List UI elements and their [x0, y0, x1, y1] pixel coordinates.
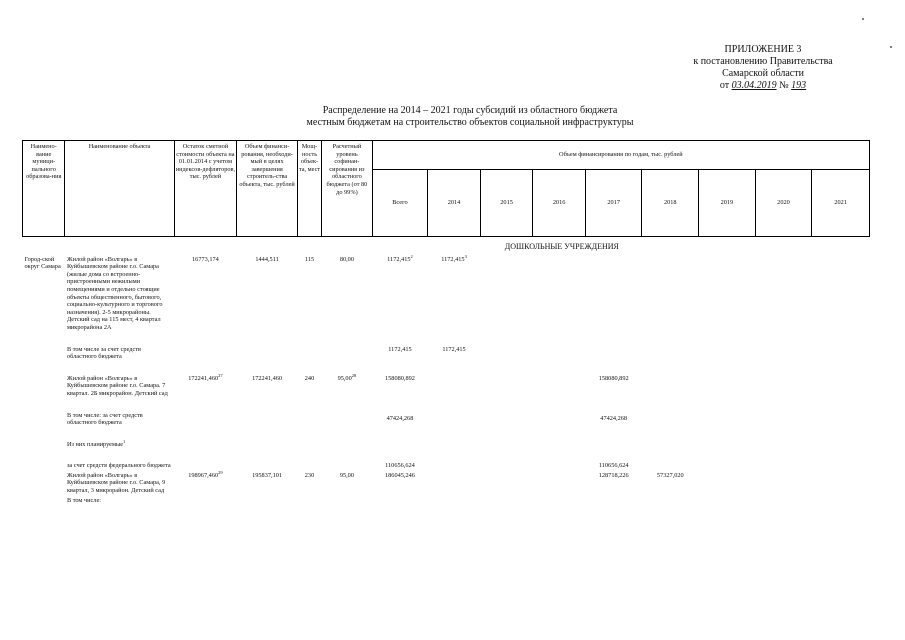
header-year-2018: 2018 — [642, 170, 699, 237]
table-row — [23, 345, 870, 362]
table-row — [23, 461, 870, 471]
volume-cell: 1444,511 — [255, 255, 279, 263]
footnote-mark: 3 — [464, 253, 467, 259]
y2014-cell: 1172,415 — [442, 345, 466, 353]
total-cell: 158080,892 — [385, 374, 415, 382]
appendix-subtitle: к постановлению Правительства — [693, 56, 833, 67]
header-year-2015: 2015 — [480, 170, 533, 237]
header-total: Всего — [372, 170, 428, 237]
municipality-cell: Город-ской округ Самара — [24, 255, 61, 271]
header-year-2021: 2021 — [812, 170, 870, 237]
table-header-row — [23, 141, 870, 170]
y2017-cell: 47424,268 — [600, 415, 628, 423]
decree-number: 193 — [791, 80, 807, 91]
header-municipality: Наимено-вание муници-пального образова-ния — [23, 141, 65, 237]
scan-speck — [890, 46, 892, 48]
total-cell: 186045,246 — [385, 471, 415, 479]
table-row — [23, 255, 870, 333]
subsidy-table — [22, 140, 870, 505]
capacity-cell: 230 — [304, 471, 315, 479]
header-financing-volume: Объем финанси-рования, необходи-мый в целях завершения строитель-ства объекта, тыс. рублей — [237, 141, 298, 237]
cofin-cell: 95,00$^{28}$ — [337, 372, 357, 382]
header-year-2017: 2017 — [585, 170, 642, 237]
footnote-mark: 27 — [218, 372, 223, 378]
appendix-header — [663, 44, 863, 92]
object-cell: Из них планируемые$^1$ — [66, 438, 126, 448]
table-row — [23, 374, 870, 399]
y2017-cell: 128718,226 — [598, 471, 629, 479]
footnote-mark: 29 — [218, 469, 223, 475]
date-prefix: от — [719, 80, 730, 91]
remaining-cell: 198967,460$^{29}$ — [188, 469, 223, 479]
appendix-date-line — [663, 80, 863, 92]
decree-date: 03.04.2019 — [731, 80, 777, 91]
appendix-region: Самарской области — [722, 68, 804, 79]
y2017-cell: 158080,892 — [598, 374, 629, 382]
y2017-cell — [585, 255, 642, 333]
header-year-2020: 2020 — [755, 170, 812, 237]
scan-speck — [862, 18, 864, 20]
capacity-cell: 115 — [304, 255, 315, 263]
section-title: ДОШКОЛЬНЫЕ УЧРЕЖДЕНИЯ — [504, 242, 619, 251]
object-cell: В том числе за счет средств областного бюджета — [66, 345, 142, 361]
object-cell: Жилой район «Волгарь» в Куйбышевском районе г.о. Самара. 7 квартал. 2Б микрорайон. Детский сад — [66, 374, 168, 397]
total-cell: 1172,415 — [388, 345, 412, 353]
remaining-cell: 172241,460$^{27}$ — [188, 372, 223, 382]
total-cell: 1172,415$^2$ — [387, 253, 413, 263]
header-year-2016: 2016 — [533, 170, 586, 237]
total-cell: 110656,624 — [385, 462, 415, 470]
header-cofinancing: Расчетный уровень софинан-сирования из областного бюджета (от 80 до 99%) — [322, 141, 373, 237]
section-row — [23, 237, 870, 255]
header-object: Наименование объекта — [65, 141, 174, 237]
number-prefix: № — [779, 80, 789, 91]
appendix-title: ПРИЛОЖЕНИЕ 3 — [724, 44, 802, 55]
footnote-mark: 28 — [351, 372, 357, 378]
object-cell: Жилой район «Волгарь» в Куйбышевском районе г.о. Самара (жилые дома со встроенно-пристроенными нежилыми помещениями и отдельно стоящие объекты общественного, бытового, социально-культурного и торгового назначения). 2-5 микрорайоны. Детский сад на 115 мест, 4 квартал микрорайона 2А — [66, 255, 163, 331]
y2014-cell: 1172,415$^3$ — [441, 253, 467, 263]
header-year-2019: 2019 — [699, 170, 756, 237]
table-row — [23, 496, 870, 506]
volume-cell: 172241,460 — [252, 374, 283, 382]
title-line-1: Распределение на 2014 – 2021 годы субсидий из областного бюджета — [322, 105, 618, 116]
remaining-cell: 16773,174 — [192, 255, 219, 263]
header-capacity: Мощ-ность объек-та, мест — [297, 141, 321, 237]
table-row — [23, 411, 870, 428]
table-row — [23, 440, 870, 450]
volume-cell: 195837,101 — [252, 471, 283, 479]
y2018-cell — [642, 255, 699, 333]
total-cell: 47424,268 — [386, 415, 414, 423]
footnote-mark: 2 — [410, 253, 413, 259]
table-row — [23, 471, 870, 496]
object-cell: за счет средств федерального бюджета — [66, 462, 171, 470]
footnote-mark: 1 — [123, 438, 126, 444]
header-financing-by-year: Объем финансирования по годам, тыс. рублей — [372, 141, 869, 170]
y2017-cell: 110656,624 — [598, 462, 629, 470]
object-cell: Жилой район «Волгарь» в Куйбышевском районе г.о. Самара, 9 квартал, 3 микрорайон. Детский сад — [66, 471, 166, 495]
title-line-2: местным бюджетам на строительство объектов социальной инфраструктуры — [306, 117, 634, 128]
object-cell: В том числе: за счет средств областного бюджета — [66, 411, 143, 427]
document-title — [0, 105, 905, 129]
cofin-cell: 95,00 — [339, 471, 354, 479]
capacity-cell: 240 — [304, 374, 315, 382]
cofin-cell: 80,00 — [339, 255, 354, 263]
header-remaining-cost: Остаток сметной стоимости объекта на 01.01.2014 с учетом индексов-дефляторов, тыс. рублей — [174, 141, 237, 237]
header-year-2014: 2014 — [428, 170, 481, 237]
object-cell: В том числе: — [66, 496, 101, 504]
y2018-cell: 57327,020 — [656, 471, 684, 479]
